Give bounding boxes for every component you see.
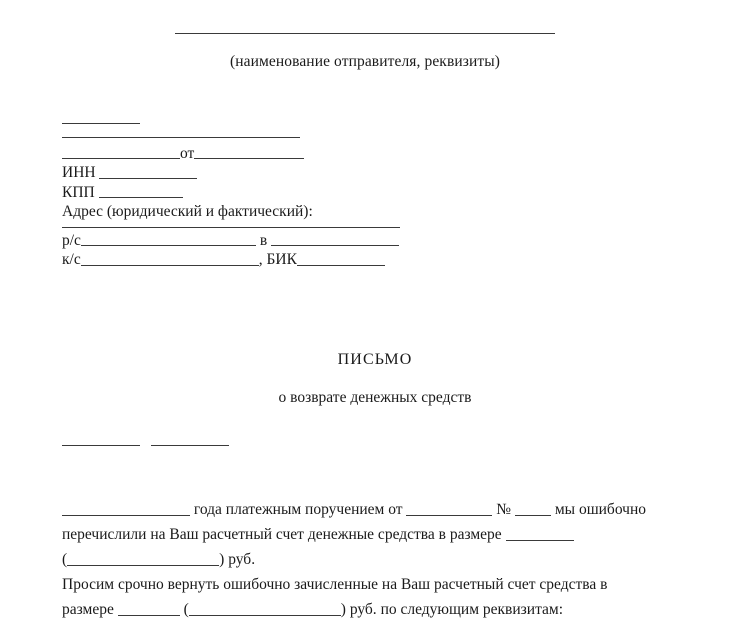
sender-caption: (наименование отправителя, реквизиты): [229, 53, 501, 70]
paragraph1-text-part1: года платежным поручением от: [193, 501, 403, 518]
close-paren-2: ): [340, 601, 346, 618]
body-paragraph-2: [62, 572, 662, 622]
address-row: [62, 202, 482, 222]
bik-label: БИК: [266, 251, 297, 268]
return-amount-blank-line: [118, 602, 180, 616]
currency-1: руб.: [228, 551, 256, 568]
sender-name-blank-line: [175, 33, 555, 34]
close-paren-1: ): [219, 551, 225, 568]
paragraph1-text-part2: мы: [554, 501, 576, 518]
payment-order-date-blank-line: [406, 502, 492, 516]
rs-in-label: в: [259, 231, 268, 249]
transferred-amount-words-blank-line: [67, 552, 219, 566]
from-label: от: [180, 144, 195, 162]
ks-number-blank-line: [81, 252, 259, 266]
from-right-blank-line: [194, 145, 304, 159]
payment-year-blank-line: [62, 502, 190, 516]
number-sign: №: [496, 501, 512, 518]
bik-blank-line: [297, 252, 385, 266]
from-row: [62, 144, 482, 164]
document-number-blank-line: [151, 432, 229, 446]
kpp-blank-line: [99, 184, 183, 198]
return-amount-words-blank-line: [189, 602, 341, 616]
inn-label: ИНН: [62, 164, 96, 181]
kpp-row: [62, 183, 482, 203]
addressee-short-blank-row: [62, 108, 482, 128]
currency-2: руб.: [349, 601, 377, 618]
open-paren-1: (: [62, 551, 68, 568]
inn-row: [62, 163, 482, 183]
rs-number-blank-line: [81, 232, 256, 246]
paragraph1-text-part3: ошибочно перечислили на Ваш расчетный счет денежные средства в размере: [62, 501, 647, 543]
settlement-account-row: [62, 231, 482, 251]
transferred-amount-blank-line: [506, 527, 574, 541]
sender-header-block: [175, 33, 555, 71]
ks-label: к/с: [62, 251, 81, 268]
paragraph2-text-part3: по следующим реквизитам:: [380, 601, 564, 618]
open-paren-2: (: [183, 601, 189, 618]
rs-label: р/с: [62, 231, 81, 249]
payment-order-number-blank-line: [515, 502, 551, 516]
rs-bank-blank-line: [271, 232, 399, 246]
addressee-short-blank-line: [62, 110, 140, 124]
date-number-row: [62, 432, 229, 448]
from-left-blank-line: [62, 145, 180, 159]
document-date-blank-line: [62, 432, 140, 446]
document-subtitle: о возврате денежных средств: [278, 389, 472, 406]
requisites-block: [62, 108, 482, 270]
inn-blank-line: [99, 165, 197, 179]
ks-comma: ,: [258, 251, 263, 268]
address-label: Адрес (юридический и фактический):: [62, 203, 313, 220]
correspondent-account-row: [62, 250, 482, 270]
document-title: ПИСЬМО: [337, 351, 413, 368]
body-paragraph-1: [62, 497, 662, 572]
paragraph2-text-part1: Просим срочно вернуть ошибочно зачисленные на Ваш расчетный счет средства в: [62, 576, 608, 593]
kpp-label: КПП: [62, 183, 95, 201]
paragraph2-text-part2: размере: [62, 601, 114, 618]
